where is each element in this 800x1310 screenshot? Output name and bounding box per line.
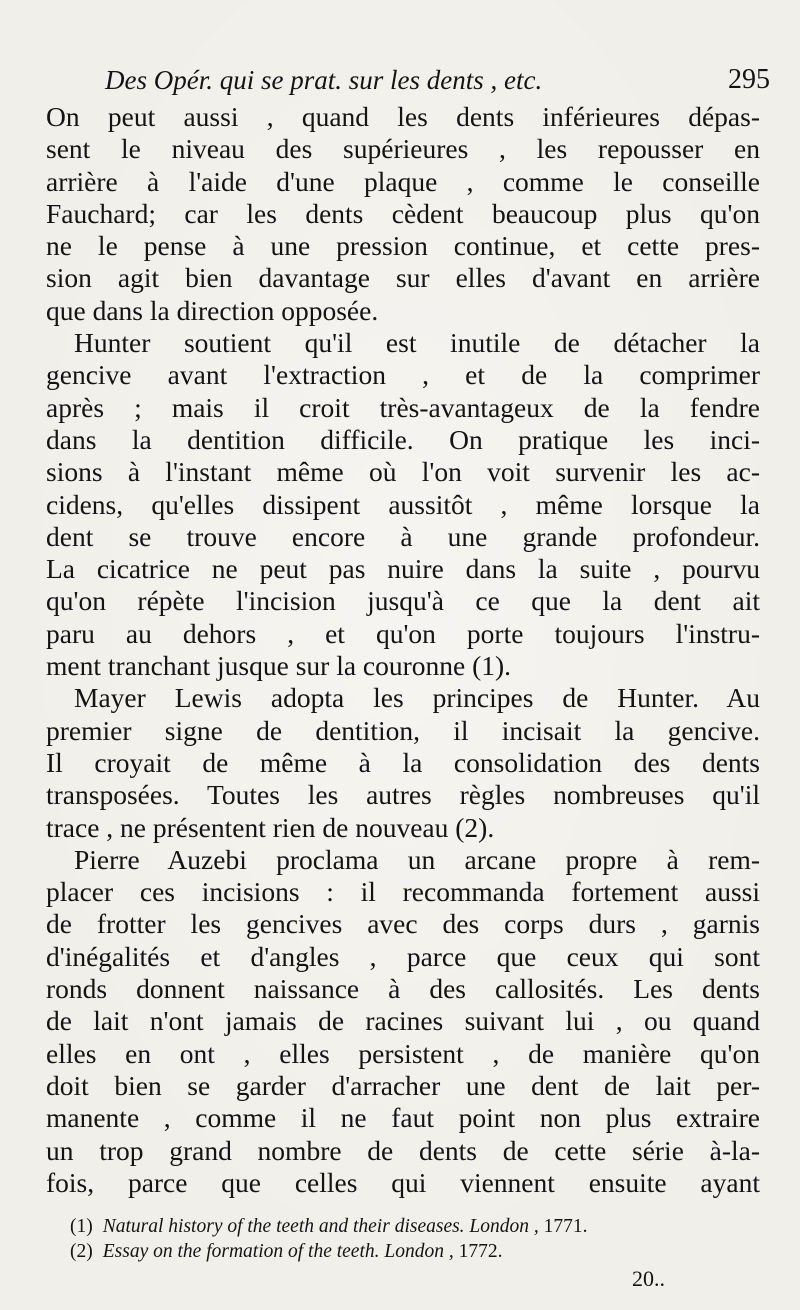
text-line: d'inégalités et d'angles , parce que ceux qui sont [46, 940, 760, 972]
text-line: dans la dentition difficile. On pratique les inci- [46, 423, 760, 455]
footnote-text: Essay on the formation of the teeth. London , [102, 1241, 454, 1262]
text-line: manente , comme il ne faut point non plus extraire [46, 1102, 760, 1134]
text-line: doit bien se garder d'arracher une dent de lait per- [46, 1069, 760, 1101]
text-line: après ; mais il croit très-avantageux de la fendre [46, 391, 760, 423]
text-line: de frotter les gencives avec des corps durs , garnis [46, 908, 760, 940]
text-line: trace , ne présentent rien de nouveau (2). [46, 811, 495, 843]
text-line: sion agit bien davantage sur elles d'avant en arrière [46, 262, 760, 294]
text-line: ment tranchant jusque sur la couronne (1). [46, 650, 512, 682]
text-line: fois, parce que celles qui viennent ensuite ayant [46, 1166, 760, 1198]
text-line: La cicatrice ne peut pas nuire dans la suite , pourvu [46, 553, 760, 585]
text-line: un trop grand nombre de dents de cette série à-la- [46, 1134, 760, 1166]
running-header [105, 62, 770, 98]
footnote-mark: (1) [70, 1216, 93, 1237]
footnote [70, 1239, 760, 1264]
footnote-mark: (2) [70, 1241, 93, 1262]
footnote-text: Natural history of the teeth and their diseases. London , [102, 1216, 539, 1237]
text-line: transposées. Toutes les autres règles nombreuses qu'il [46, 779, 760, 811]
footnote [70, 1214, 760, 1239]
text-line: de lait n'ont jamais de racines suivant lui , ou quand [46, 1005, 760, 1037]
footnotes [70, 1214, 760, 1264]
text-line: placer ces incisions : il recommanda fortement aussi [46, 876, 760, 908]
text-line: sent le niveau des supérieures , les repousser en [46, 133, 760, 165]
text-line: Il croyait de même à la consolidation des dents [46, 746, 760, 778]
text-line: arrière à l'aide d'une plaque , comme le conseille [46, 165, 760, 197]
text-line: paru au dehors , et qu'on porte toujours l'instru- [46, 617, 760, 649]
text-line: que dans la direction opposée. [46, 294, 379, 326]
footnote-year: 1771. [543, 1216, 588, 1237]
text-line: ronds donnent naissance à des callosités. Les dents [46, 973, 760, 1005]
body-text [46, 101, 760, 1199]
footnote-year: 1772. [458, 1241, 503, 1262]
text-line: ne le pense à une pression continue, et cette pres- [46, 230, 760, 262]
text-line: premier signe de dentition, il incisait la gencive. [46, 714, 760, 746]
text-line: Pierre Auzebi proclama un arcane propre à rem- [74, 843, 760, 875]
text-line: Fauchard; car les dents cèdent beaucoup plus qu'on [46, 197, 760, 229]
page-number: 295 [728, 64, 770, 95]
text-line: cidens, qu'elles dissipent aussitôt , même lorsque la [46, 488, 760, 520]
text-line: Mayer Lewis adopta les principes de Hunter. Au [74, 682, 760, 714]
running-title: Des Opér. qui se prat. sur les dents , etc. [105, 65, 543, 95]
text-line: gencive avant l'extraction , et de la comprimer [46, 359, 760, 391]
text-line: sions à l'instant même où l'on voit survenir les ac- [46, 456, 760, 488]
text-line: dent se trouve encore à une grande profondeur. [46, 520, 760, 552]
text-line: On peut aussi , quand les dents inférieures dépas- [46, 101, 760, 132]
text-line: elles en ont , elles persistent , de manière qu'on [46, 1037, 760, 1069]
text-line: qu'on répète l'incision jusqu'à ce que la dent ait [46, 585, 760, 617]
text-line: Hunter soutient qu'il est inutile de détacher la [74, 327, 760, 359]
signature-mark: 20.. [632, 1266, 665, 1291]
